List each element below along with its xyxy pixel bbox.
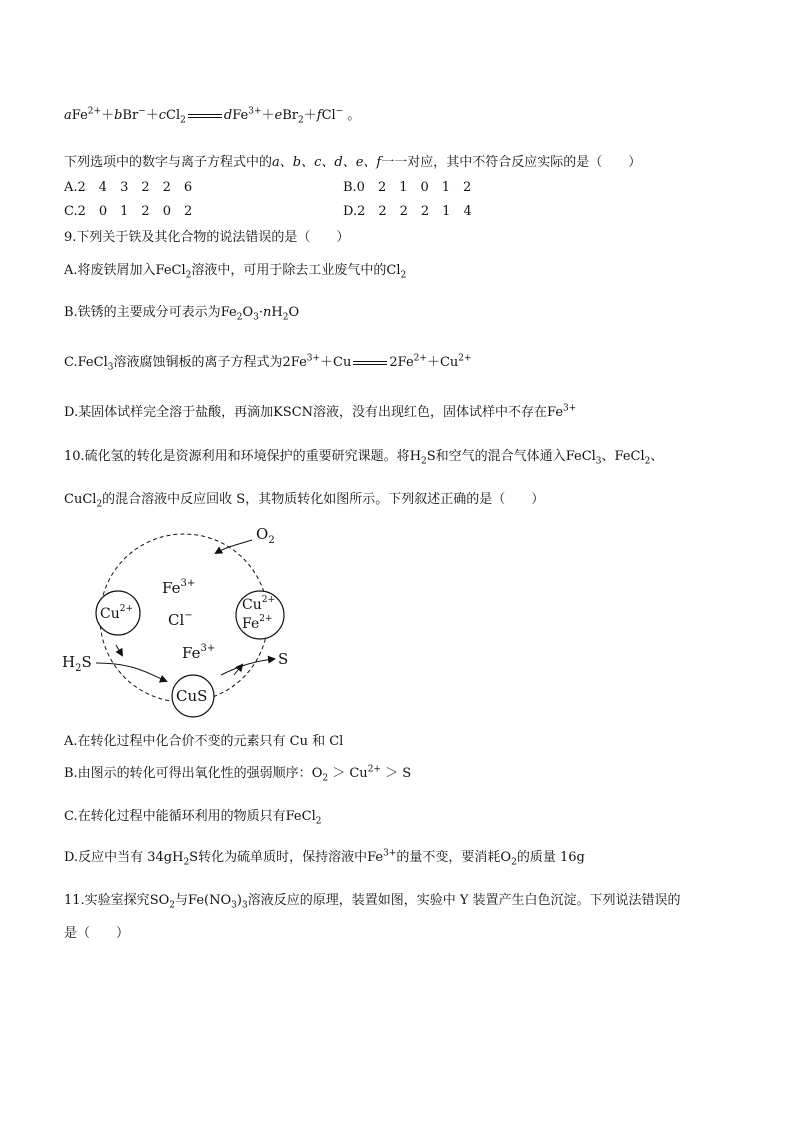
ring-arrow [116, 645, 122, 655]
formula: (NO [204, 893, 232, 908]
coef-d: d [223, 108, 233, 123]
label-right-fe: $Fe^{2+}$ [242, 614, 273, 632]
variable: n [262, 305, 272, 320]
q11-stem-line1 [64, 892, 681, 910]
text: 的混合溶液中反应回收 S，其物质转化如图所示。下列叙述正确的是（ ） [102, 492, 545, 507]
subscript: 3 [107, 362, 114, 373]
charge: 3+ [306, 353, 321, 364]
charge: 2+ [413, 353, 427, 364]
q9-option-d[interactable] [64, 404, 576, 422]
q8-option-c[interactable]: C.2 0 1 2 0 2 [64, 204, 193, 219]
subscript: 2 [644, 456, 651, 467]
label-fe3-lower: $Fe^{3+}$ [182, 643, 216, 662]
charge: 2+ [367, 764, 381, 775]
subscript: 2 [183, 857, 190, 868]
coef-f: f [316, 108, 322, 123]
text: B.由图示的转化可得出氧化性的强弱顺序： [64, 766, 312, 781]
ring-arrow [234, 665, 242, 675]
q9-option-b[interactable] [64, 304, 299, 322]
separator: 、 [650, 449, 664, 464]
subscript: 2 [400, 270, 407, 281]
species: Cl [166, 108, 181, 123]
q8-option-a[interactable]: A.2 4 3 2 2 6 [64, 180, 193, 195]
formula: O [242, 305, 254, 320]
h2s-arrow [96, 663, 166, 681]
charge: 2+ [87, 106, 102, 117]
coef-a: a [64, 108, 72, 123]
formula: H [409, 449, 422, 464]
q8-option-b[interactable]: B.0 2 1 0 1 2 [343, 180, 472, 195]
coef-e: e [274, 108, 283, 123]
subscript: 3 [231, 900, 237, 911]
label-cu-left: $Cu^{2+}$ [100, 604, 134, 622]
text: A.将废铁屑加入 [64, 263, 156, 278]
text: C. [64, 355, 78, 370]
text: D.反应中当有 34g [64, 850, 173, 865]
subscript: 3 [595, 456, 602, 467]
subscript: 2 [96, 499, 103, 510]
q9-stem: 9.下列关于铁及其化合物的说法错误的是（ ） [64, 230, 350, 245]
text: 一一对应，其中不符合反应实际的是（ ） [381, 155, 642, 170]
formula: 2Fe [389, 355, 414, 370]
charge: 2+ [458, 353, 472, 364]
formula: FeCl [155, 263, 186, 278]
q10-option-a[interactable]: A.在转化过程中化合价不变的元素只有 Cu 和 Cl [64, 734, 344, 749]
label-fe3-center: $Fe^{3+}$ [162, 578, 196, 597]
subscript: 2 [298, 115, 304, 126]
formula: 2Fe [282, 355, 307, 370]
coef-b: b [114, 108, 123, 123]
subscript: 2 [421, 456, 427, 467]
label-o2: $O_2$ [256, 525, 275, 546]
formula: Fe [220, 305, 237, 320]
species: Br [282, 108, 298, 123]
label-right-cu: $Cu^{2+}$ [242, 595, 276, 613]
formula: S [426, 449, 436, 464]
formula: O [288, 305, 300, 320]
text: 转化为硫单质时，保持溶液中 [198, 850, 368, 865]
q10-stem-line2 [64, 491, 544, 509]
formula: ) [236, 893, 242, 908]
formula: O [500, 850, 512, 865]
species: Fe [71, 108, 88, 123]
subscript: 2 [322, 773, 329, 784]
formula: FeCl [77, 355, 108, 370]
conversion-diagram [56, 515, 316, 725]
equals-sign [188, 114, 222, 118]
label-cus: CuS [176, 687, 208, 705]
formula: FeCl [565, 449, 596, 464]
q10-option-b[interactable] [64, 765, 411, 783]
species: Cl [321, 108, 336, 123]
label-h2s: $H_2S$ [62, 653, 92, 674]
formula: Fe [188, 893, 205, 908]
charge: − [138, 106, 146, 117]
q9-option-c[interactable] [64, 354, 472, 372]
formula: S [189, 850, 199, 865]
formula: ＋Cu [426, 355, 459, 370]
subscript: 3 [253, 312, 259, 323]
species: Br [122, 108, 139, 123]
text: C.在转化过程中能循环利用的物质只有 [64, 809, 286, 824]
charge: 3+ [383, 848, 397, 859]
q11-stem-line2: 是（ ） [64, 926, 130, 941]
text: 和空气的混合气体通入 [435, 449, 566, 464]
q9-option-a[interactable] [64, 262, 406, 280]
text: 下列选项中的数字与离子方程式中的 [64, 155, 273, 170]
subscript: 2 [169, 900, 175, 911]
formula: H [172, 850, 184, 865]
text: 溶液反应的原理，装置如图，实验中 Y 装置产生白色沉淀。下列说法错误的 [247, 893, 681, 908]
text: B.铁锈的主要成分可表示为 [64, 305, 221, 320]
text: 与 [175, 893, 189, 908]
charge: 3+ [248, 106, 262, 117]
species: Fe [232, 108, 249, 123]
formula: SO [149, 893, 170, 908]
formula: H [271, 305, 283, 320]
q10-stem-line1 [64, 448, 663, 466]
period: 。 [347, 108, 361, 123]
charge: − [335, 106, 344, 117]
text: D.某固体试样完全溶于盐酸，再滴加KSCN溶液，没有出现红色，固体试样中不存在Fe [64, 405, 564, 420]
charge: 3+ [563, 403, 577, 414]
subscript: 2 [315, 816, 322, 827]
text: 的量不变，要消耗 [396, 850, 501, 865]
subscript: 3 [241, 900, 248, 911]
coef-c: c [158, 108, 167, 123]
subscript: 2 [236, 312, 243, 323]
formula: Cl [386, 263, 401, 278]
formula: CuCl [64, 492, 97, 507]
subscript: 2 [511, 857, 517, 868]
text: 溶液中，可用于除去工业废气中的 [191, 263, 387, 278]
formula: FeCl [614, 449, 645, 464]
variables: a、b、c、d、e、f [272, 155, 382, 170]
q8-stem [64, 154, 641, 172]
text: 溶液腐蚀铜板的离子方程式为 [113, 355, 283, 370]
q8-option-d[interactable]: D.2 2 2 2 1 4 [343, 204, 472, 219]
text: 的质量 16g [516, 850, 585, 865]
equals-sign [353, 361, 387, 365]
ion-equation: aFe$^{2+}$＋bBr−＋cCl$_2$ dFe$^{3+}$＋eBr$_2$＋fCl− 。 [64, 106, 361, 126]
text: ＞ S [380, 766, 412, 781]
q10-option-d[interactable] [64, 849, 585, 867]
subscript: 2 [185, 270, 192, 281]
text: ＞ Cu [328, 766, 368, 781]
subscript: 2 [282, 312, 289, 323]
label-s-out: S [278, 650, 289, 668]
subscript: 2 [180, 115, 186, 126]
q10-option-c[interactable] [64, 808, 321, 826]
formula: ＋Cu [320, 355, 352, 370]
text: 11.实验室探究 [64, 893, 150, 908]
formula: O [311, 766, 323, 781]
text: 10.硫化氢的转化是资源利用和环境保护的重要研究课题。将 [64, 449, 410, 464]
label-cl-center: Cl− [168, 610, 193, 629]
separator: 、 [601, 449, 615, 464]
formula: Fe [367, 850, 384, 865]
formula: FeCl [285, 809, 316, 824]
dot: · [258, 305, 263, 320]
